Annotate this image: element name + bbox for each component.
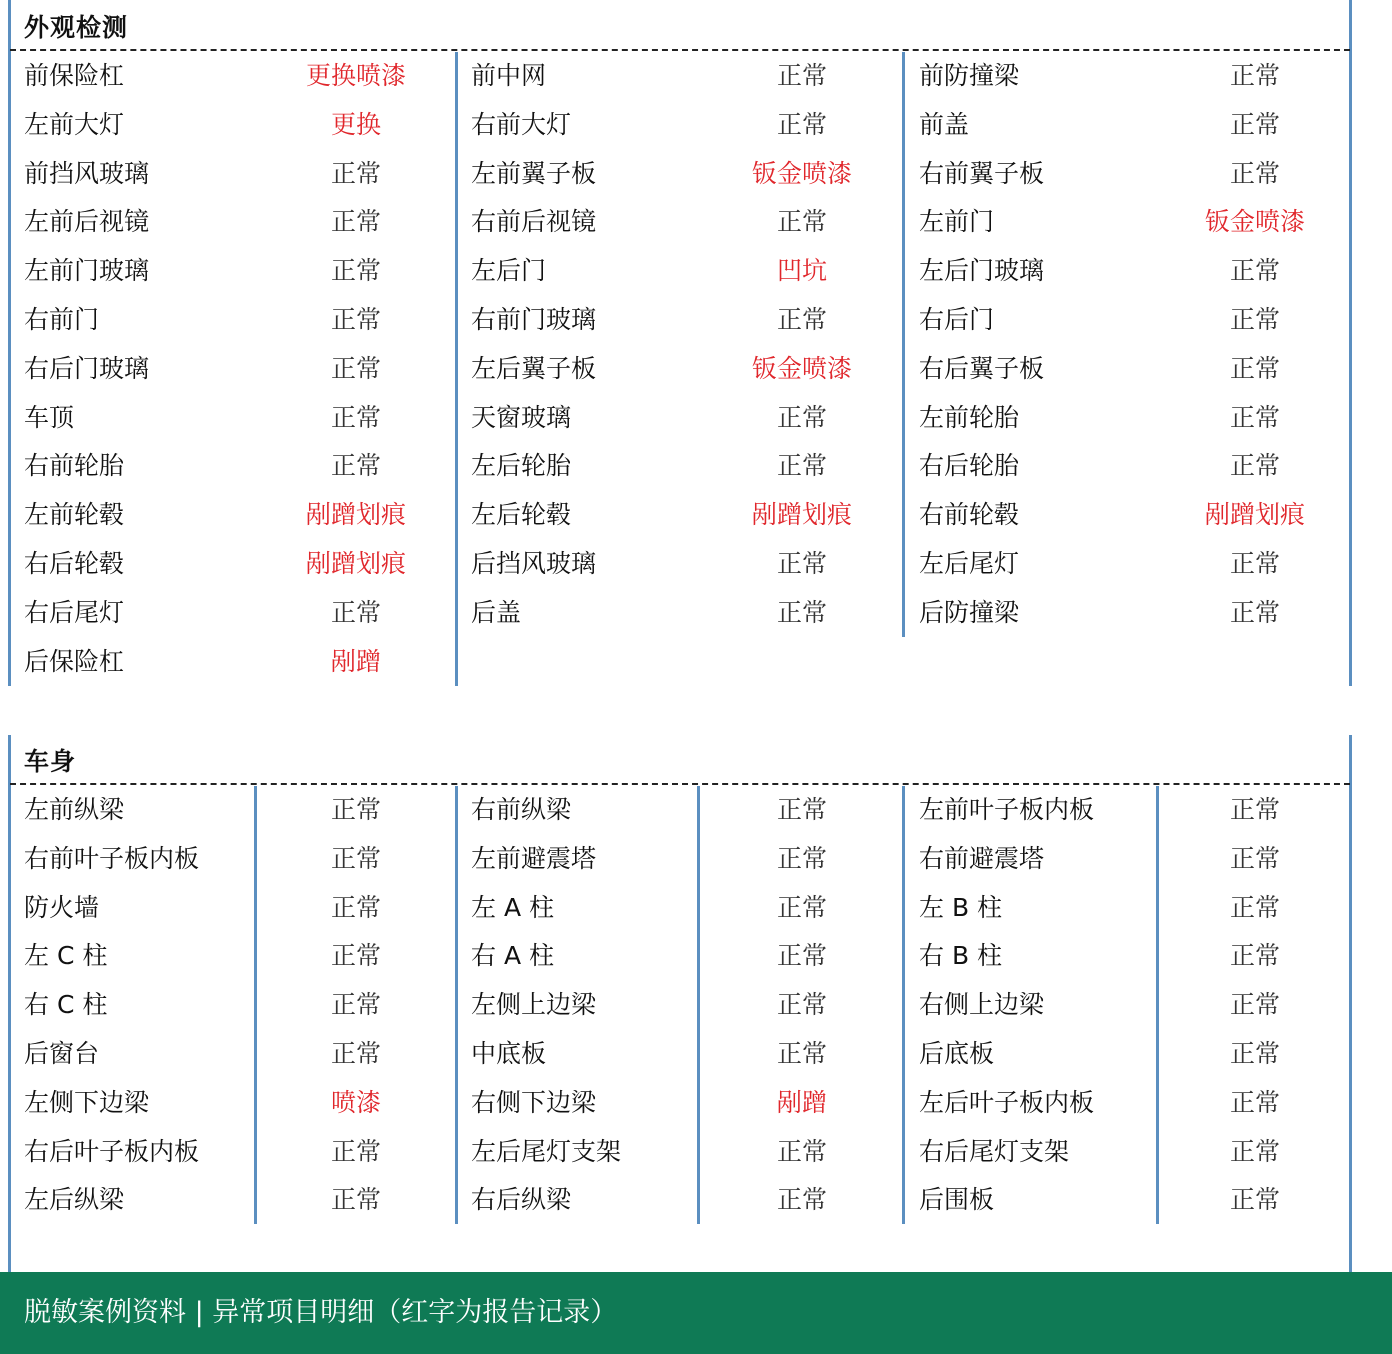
normal-status: 正常 xyxy=(330,990,382,1020)
inspection-row xyxy=(24,1079,444,1128)
item-label: 右后翼子板 xyxy=(919,353,1045,383)
item-label: 右前纵梁 xyxy=(471,795,572,824)
inspection-row xyxy=(471,884,891,933)
item-label: 左后门 xyxy=(471,256,547,286)
item-label: 前挡风玻璃 xyxy=(24,158,150,188)
normal-status: 正常 xyxy=(776,549,828,578)
item-label: 右后叶子板内板 xyxy=(24,1136,200,1166)
inspection-row xyxy=(919,1079,1339,1128)
item-label: 左前大灯 xyxy=(24,109,125,139)
inspection-row xyxy=(471,932,891,981)
inspection-row xyxy=(471,394,891,443)
section-right-border xyxy=(1349,735,1352,1272)
normal-status: 正常 xyxy=(330,353,382,383)
item-label: 左后尾灯 xyxy=(919,549,1020,578)
inspection-row xyxy=(24,1176,444,1225)
normal-status: 正常 xyxy=(330,158,382,188)
item-label: 右前门玻璃 xyxy=(471,305,597,334)
normal-status: 正常 xyxy=(330,207,382,237)
abnormal-status: 剐蹭划痕 xyxy=(1204,500,1306,530)
inspection-row xyxy=(471,296,891,345)
abnormal-status: 喷漆 xyxy=(330,1087,382,1117)
normal-status: 正常 xyxy=(776,305,828,334)
inspection-row xyxy=(471,981,891,1030)
item-label: 右前轮胎 xyxy=(24,451,125,481)
column-divider xyxy=(902,52,905,637)
item-label: 左后翼子板 xyxy=(471,353,597,383)
inspection-row xyxy=(471,101,891,150)
inspection-row xyxy=(919,835,1339,884)
section-left-border xyxy=(8,0,11,686)
abnormal-status: 更换 xyxy=(330,109,382,139)
normal-status: 正常 xyxy=(330,941,382,971)
inspection-row xyxy=(471,835,891,884)
normal-status: 正常 xyxy=(1229,305,1281,334)
normal-status: 正常 xyxy=(330,795,382,824)
abnormal-status: 剐蹭 xyxy=(330,646,382,676)
dashed-divider xyxy=(10,783,1350,785)
inspection-row xyxy=(919,52,1339,101)
column-divider xyxy=(902,786,905,1224)
section-right-border xyxy=(1349,0,1352,686)
item-label: 右前叶子板内板 xyxy=(24,843,200,873)
item-label: 右前后视镜 xyxy=(471,207,597,237)
normal-status: 正常 xyxy=(776,61,828,90)
item-label: 前中网 xyxy=(471,61,547,90)
normal-status: 正常 xyxy=(776,892,828,922)
normal-status: 正常 xyxy=(1229,892,1281,922)
abnormal-status: 剐蹭划痕 xyxy=(751,500,853,530)
item-label: 左前纵梁 xyxy=(24,795,125,824)
inspection-row xyxy=(919,101,1339,150)
section-title-exterior: 外观检测 xyxy=(24,13,129,42)
normal-status: 正常 xyxy=(776,597,828,627)
item-label: 右侧下边梁 xyxy=(471,1087,597,1117)
inspection-row xyxy=(24,638,444,687)
inspection-row xyxy=(471,1128,891,1177)
normal-status: 正常 xyxy=(1229,1185,1281,1215)
abnormal-status: 钣金喷漆 xyxy=(1204,207,1306,237)
inspection-row xyxy=(919,150,1339,199)
normal-status: 正常 xyxy=(330,1136,382,1166)
footer-banner xyxy=(0,1272,1392,1354)
inspection-row xyxy=(471,491,891,540)
item-label: 左侧下边梁 xyxy=(24,1087,150,1117)
inspection-row xyxy=(24,491,444,540)
normal-status: 正常 xyxy=(776,451,828,481)
item-label: 后盖 xyxy=(471,597,522,627)
inspection-row xyxy=(919,198,1339,247)
normal-status: 正常 xyxy=(776,1136,828,1166)
normal-status: 正常 xyxy=(776,1039,828,1068)
normal-status: 正常 xyxy=(330,256,382,286)
item-label: 左后轮毂 xyxy=(471,500,572,530)
inspection-row xyxy=(919,296,1339,345)
item-label: 后挡风玻璃 xyxy=(471,549,597,578)
normal-status: 正常 xyxy=(1229,843,1281,873)
normal-status: 正常 xyxy=(1229,795,1281,824)
item-label: 后保险杠 xyxy=(24,646,125,676)
normal-status: 正常 xyxy=(1229,353,1281,383)
inspection-row xyxy=(24,150,444,199)
item-label: 左前轮胎 xyxy=(919,402,1020,432)
inspection-row xyxy=(919,491,1339,540)
inspection-row xyxy=(24,981,444,1030)
inspection-row xyxy=(24,589,444,638)
inspection-row xyxy=(471,1030,891,1079)
dashed-divider xyxy=(10,49,1350,51)
inspection-row xyxy=(471,1079,891,1128)
column-divider xyxy=(455,786,458,1224)
item-label: 左前叶子板内板 xyxy=(919,795,1095,824)
abnormal-status: 剐蹭 xyxy=(776,1087,828,1117)
normal-status: 正常 xyxy=(1229,549,1281,578)
normal-status: 正常 xyxy=(776,207,828,237)
inspection-row xyxy=(919,981,1339,1030)
inspection-row xyxy=(471,150,891,199)
item-label: 左 C 柱 xyxy=(24,941,108,971)
inspection-row xyxy=(24,394,444,443)
normal-status: 正常 xyxy=(776,1185,828,1215)
item-label: 右 A 柱 xyxy=(471,941,554,971)
inspection-row xyxy=(471,247,891,296)
item-label: 后底板 xyxy=(919,1039,995,1068)
inspection-row xyxy=(919,884,1339,933)
item-label: 左前翼子板 xyxy=(471,158,597,188)
inspection-row xyxy=(471,198,891,247)
item-label: 后围板 xyxy=(919,1185,995,1215)
item-label: 天窗玻璃 xyxy=(471,402,572,432)
normal-status: 正常 xyxy=(330,1185,382,1215)
normal-status: 正常 xyxy=(330,451,382,481)
normal-status: 正常 xyxy=(330,892,382,922)
inspection-row xyxy=(24,198,444,247)
normal-status: 正常 xyxy=(1229,1039,1281,1068)
inspection-row xyxy=(24,786,444,835)
normal-status: 正常 xyxy=(330,597,382,627)
inspection-row xyxy=(24,1128,444,1177)
inspection-row xyxy=(471,345,891,394)
abnormal-status: 钣金喷漆 xyxy=(751,353,853,383)
inspection-row xyxy=(919,247,1339,296)
item-label: 左后门玻璃 xyxy=(919,256,1045,286)
item-label: 右 C 柱 xyxy=(24,990,108,1020)
normal-status: 正常 xyxy=(1229,1087,1281,1117)
abnormal-status: 钣金喷漆 xyxy=(751,158,853,188)
item-label: 后防撞梁 xyxy=(919,597,1020,627)
abnormal-status: 更换喷漆 xyxy=(305,61,407,90)
item-label: 防火墙 xyxy=(24,892,100,922)
abnormal-status: 剐蹭划痕 xyxy=(305,500,407,530)
inspection-row xyxy=(919,540,1339,589)
inspection-row xyxy=(471,786,891,835)
normal-status: 正常 xyxy=(1229,61,1281,90)
item-label: 左 A 柱 xyxy=(471,892,554,922)
normal-status: 正常 xyxy=(1229,158,1281,188)
item-label: 中底板 xyxy=(471,1039,547,1068)
item-label: 右前大灯 xyxy=(471,109,572,139)
item-label: 左前后视镜 xyxy=(24,207,150,237)
inspection-row xyxy=(471,540,891,589)
section-title-body: 车身 xyxy=(24,747,77,776)
abnormal-status: 剐蹭划痕 xyxy=(305,549,407,578)
normal-status: 正常 xyxy=(330,402,382,432)
normal-status: 正常 xyxy=(330,1039,382,1068)
normal-status: 正常 xyxy=(1229,941,1281,971)
item-label: 右后轮毂 xyxy=(24,549,125,578)
inspection-row xyxy=(24,442,444,491)
item-label: 左前门 xyxy=(919,207,995,237)
inspection-row xyxy=(24,52,444,101)
item-label: 右 B 柱 xyxy=(919,941,1003,971)
inspection-row xyxy=(24,101,444,150)
item-label: 右后尾灯 xyxy=(24,597,125,627)
normal-status: 正常 xyxy=(330,843,382,873)
item-label: 右后纵梁 xyxy=(471,1185,572,1215)
normal-status: 正常 xyxy=(776,795,828,824)
inspection-row xyxy=(919,786,1339,835)
normal-status: 正常 xyxy=(776,402,828,432)
item-label: 右前轮毂 xyxy=(919,500,1020,530)
inspection-row xyxy=(919,1176,1339,1225)
normal-status: 正常 xyxy=(1229,597,1281,627)
item-label: 左后叶子板内板 xyxy=(919,1087,1095,1117)
inspection-row xyxy=(24,296,444,345)
item-label: 右后门 xyxy=(919,305,995,334)
normal-status: 正常 xyxy=(776,990,828,1020)
inspection-row xyxy=(24,1030,444,1079)
inspection-row xyxy=(919,345,1339,394)
item-label: 后窗台 xyxy=(24,1039,100,1068)
inspection-row xyxy=(919,442,1339,491)
inspection-row xyxy=(919,1128,1339,1177)
normal-status: 正常 xyxy=(1229,256,1281,286)
item-label: 右前避震塔 xyxy=(919,843,1045,873)
inspection-row xyxy=(471,52,891,101)
item-label: 右后门玻璃 xyxy=(24,353,150,383)
item-label: 前盖 xyxy=(919,109,970,139)
inspection-row xyxy=(24,884,444,933)
inspection-row xyxy=(919,932,1339,981)
item-label: 左后纵梁 xyxy=(24,1185,125,1215)
normal-status: 正常 xyxy=(1229,990,1281,1020)
item-label: 左侧上边梁 xyxy=(471,990,597,1020)
item-label: 左后尾灯支架 xyxy=(471,1136,622,1166)
normal-status: 正常 xyxy=(1229,1136,1281,1166)
inspection-row xyxy=(471,1176,891,1225)
inspection-row xyxy=(919,394,1339,443)
item-label: 左前避震塔 xyxy=(471,843,597,873)
normal-status: 正常 xyxy=(330,305,382,334)
normal-status: 正常 xyxy=(1229,109,1281,139)
item-label: 前保险杠 xyxy=(24,61,125,90)
item-label: 前防撞梁 xyxy=(919,61,1020,90)
item-label: 车顶 xyxy=(24,402,75,432)
item-label: 右前门 xyxy=(24,305,100,334)
inspection-row xyxy=(24,345,444,394)
item-label: 右后尾灯支架 xyxy=(919,1136,1070,1166)
item-label: 左前轮毂 xyxy=(24,500,125,530)
item-label: 右侧上边梁 xyxy=(919,990,1045,1020)
section-left-border xyxy=(8,735,11,1272)
item-label: 左前门玻璃 xyxy=(24,256,150,286)
item-label: 右后轮胎 xyxy=(919,451,1020,481)
column-divider xyxy=(455,52,458,686)
inspection-row xyxy=(471,442,891,491)
normal-status: 正常 xyxy=(776,109,828,139)
inspection-row xyxy=(919,1030,1339,1079)
footer-caption: 脱敏案例资料 | 异常项目明细（红字为报告记录） xyxy=(24,1297,618,1328)
item-label: 右前翼子板 xyxy=(919,158,1045,188)
inspection-row xyxy=(24,247,444,296)
normal-status: 正常 xyxy=(1229,451,1281,481)
inspection-row xyxy=(24,835,444,884)
item-label: 左 B 柱 xyxy=(919,892,1003,922)
normal-status: 正常 xyxy=(776,941,828,971)
item-label: 左后轮胎 xyxy=(471,451,572,481)
normal-status: 正常 xyxy=(776,843,828,873)
abnormal-status: 凹坑 xyxy=(776,256,828,286)
inspection-row xyxy=(24,932,444,981)
inspection-row xyxy=(471,589,891,638)
inspection-row xyxy=(919,589,1339,638)
inspection-row xyxy=(24,540,444,589)
normal-status: 正常 xyxy=(1229,402,1281,432)
